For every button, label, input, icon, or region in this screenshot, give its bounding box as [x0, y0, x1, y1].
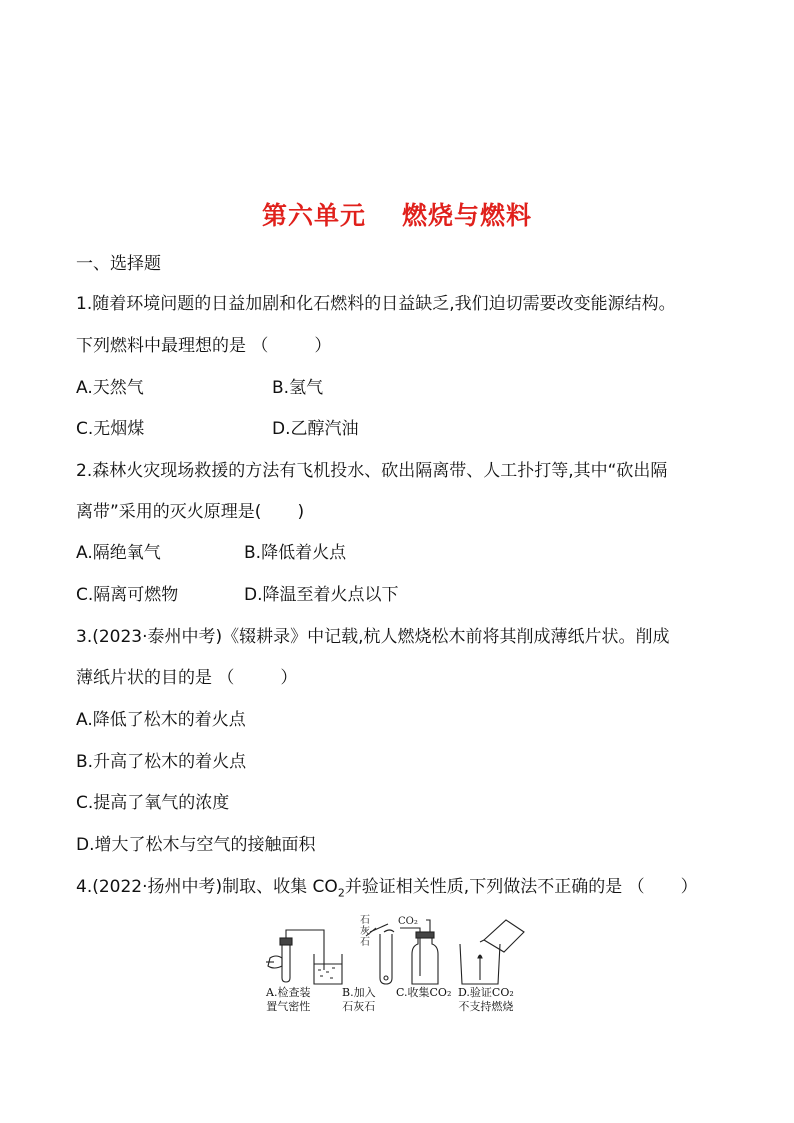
- question-4-line-1: [76, 875, 698, 905]
- section-heading: 一、选择题: [76, 254, 161, 274]
- question-4-stem-a: 4.(2022·扬州中考)制取、收集 CO: [76, 877, 338, 897]
- apparatus-b-drawing: [360, 914, 394, 984]
- question-3-line-2: [76, 666, 297, 690]
- page-title: [0, 196, 794, 232]
- question-3-option-b[interactable]: B.升高了松木的着火点: [76, 752, 247, 772]
- question-2-line-2: [76, 500, 304, 524]
- co2-gas-label: CO₂: [398, 916, 418, 927]
- unit-label: 第六单元: [261, 201, 366, 230]
- caption-d-line-1: D.验证CO₂: [458, 986, 514, 999]
- limestone-label-3: 石: [360, 937, 370, 948]
- apparatus-c-drawing: [398, 916, 438, 984]
- question-3-option-c[interactable]: C.提高了氧气的浓度: [76, 793, 230, 813]
- question-2-line-1: 2.森林火灾现场救援的方法有飞机投水、砍出隔离带、人工扑打等,其中“砍出隔: [76, 461, 668, 481]
- question-2-option-d[interactable]: D.降温至着火点以下: [244, 585, 399, 605]
- question-4-subscript: 2: [337, 886, 345, 900]
- question-1-option-b[interactable]: B.氢气: [272, 378, 324, 398]
- limestone-label-1: 石: [360, 915, 370, 926]
- question-2-close-paren: ): [297, 502, 305, 522]
- question-2-stem: 离带”采用的灭火原理是(: [76, 502, 262, 522]
- question-2-option-c[interactable]: C.隔离可燃物: [76, 585, 179, 605]
- caption-d-line-2: 不支持燃烧: [458, 1000, 514, 1013]
- caption-a: [266, 986, 310, 1014]
- question-2-option-b[interactable]: B.降低着火点: [244, 543, 347, 563]
- question-4-close-paren: ）: [680, 877, 698, 897]
- caption-c: [396, 986, 451, 1000]
- question-1-line-1: 1.随着环境问题的日益加剧和化石燃料的日益缺乏,我们迫切需要改变能源结构。: [76, 294, 676, 314]
- question-1-line-2: [76, 334, 331, 358]
- caption-d: [458, 986, 514, 1014]
- question-3-line-1: 3.(2023·泰州中考)《辍耕录》中记载,杭人燃烧松木前将其削成薄纸片状。削成: [76, 627, 670, 647]
- question-1-option-c[interactable]: C.无烟煤: [76, 419, 145, 439]
- question-1-stem: 下列燃料中最理想的是 （: [76, 336, 269, 356]
- apparatus-d-drawing: [460, 920, 524, 984]
- apparatus-figure: [262, 914, 532, 1020]
- question-2-option-a[interactable]: A.隔绝氧气: [76, 543, 161, 563]
- caption-a-line-1: A.检查装: [266, 986, 311, 999]
- question-4-stem-b: 并验证相关性质,下列做法不正确的是 （: [344, 877, 645, 897]
- caption-b: [342, 986, 376, 1014]
- unit-topic: 燃烧与燃料: [402, 201, 533, 230]
- question-3-option-a[interactable]: A.降低了松木的着火点: [76, 710, 246, 730]
- question-3-stem: 薄纸片状的目的是 （: [76, 668, 235, 688]
- caption-c-line-1: C.收集CO₂: [396, 986, 452, 999]
- apparatus-drawings: [262, 914, 532, 986]
- question-1-close-paren: ）: [314, 336, 332, 356]
- question-3-option-d[interactable]: D.增大了松木与空气的接触面积: [76, 835, 316, 855]
- limestone-label-2: 灰: [360, 926, 370, 937]
- question-1-option-d[interactable]: D.乙醇汽油: [272, 419, 359, 439]
- caption-b-line-2: 石灰石: [342, 1000, 376, 1013]
- caption-a-line-2: 置气密性: [266, 1000, 311, 1013]
- question-1-option-a[interactable]: A.天然气: [76, 378, 144, 398]
- question-3-close-paren: ）: [280, 668, 298, 688]
- apparatus-a-drawing: [266, 930, 342, 984]
- caption-b-line-1: B.加入: [342, 986, 376, 999]
